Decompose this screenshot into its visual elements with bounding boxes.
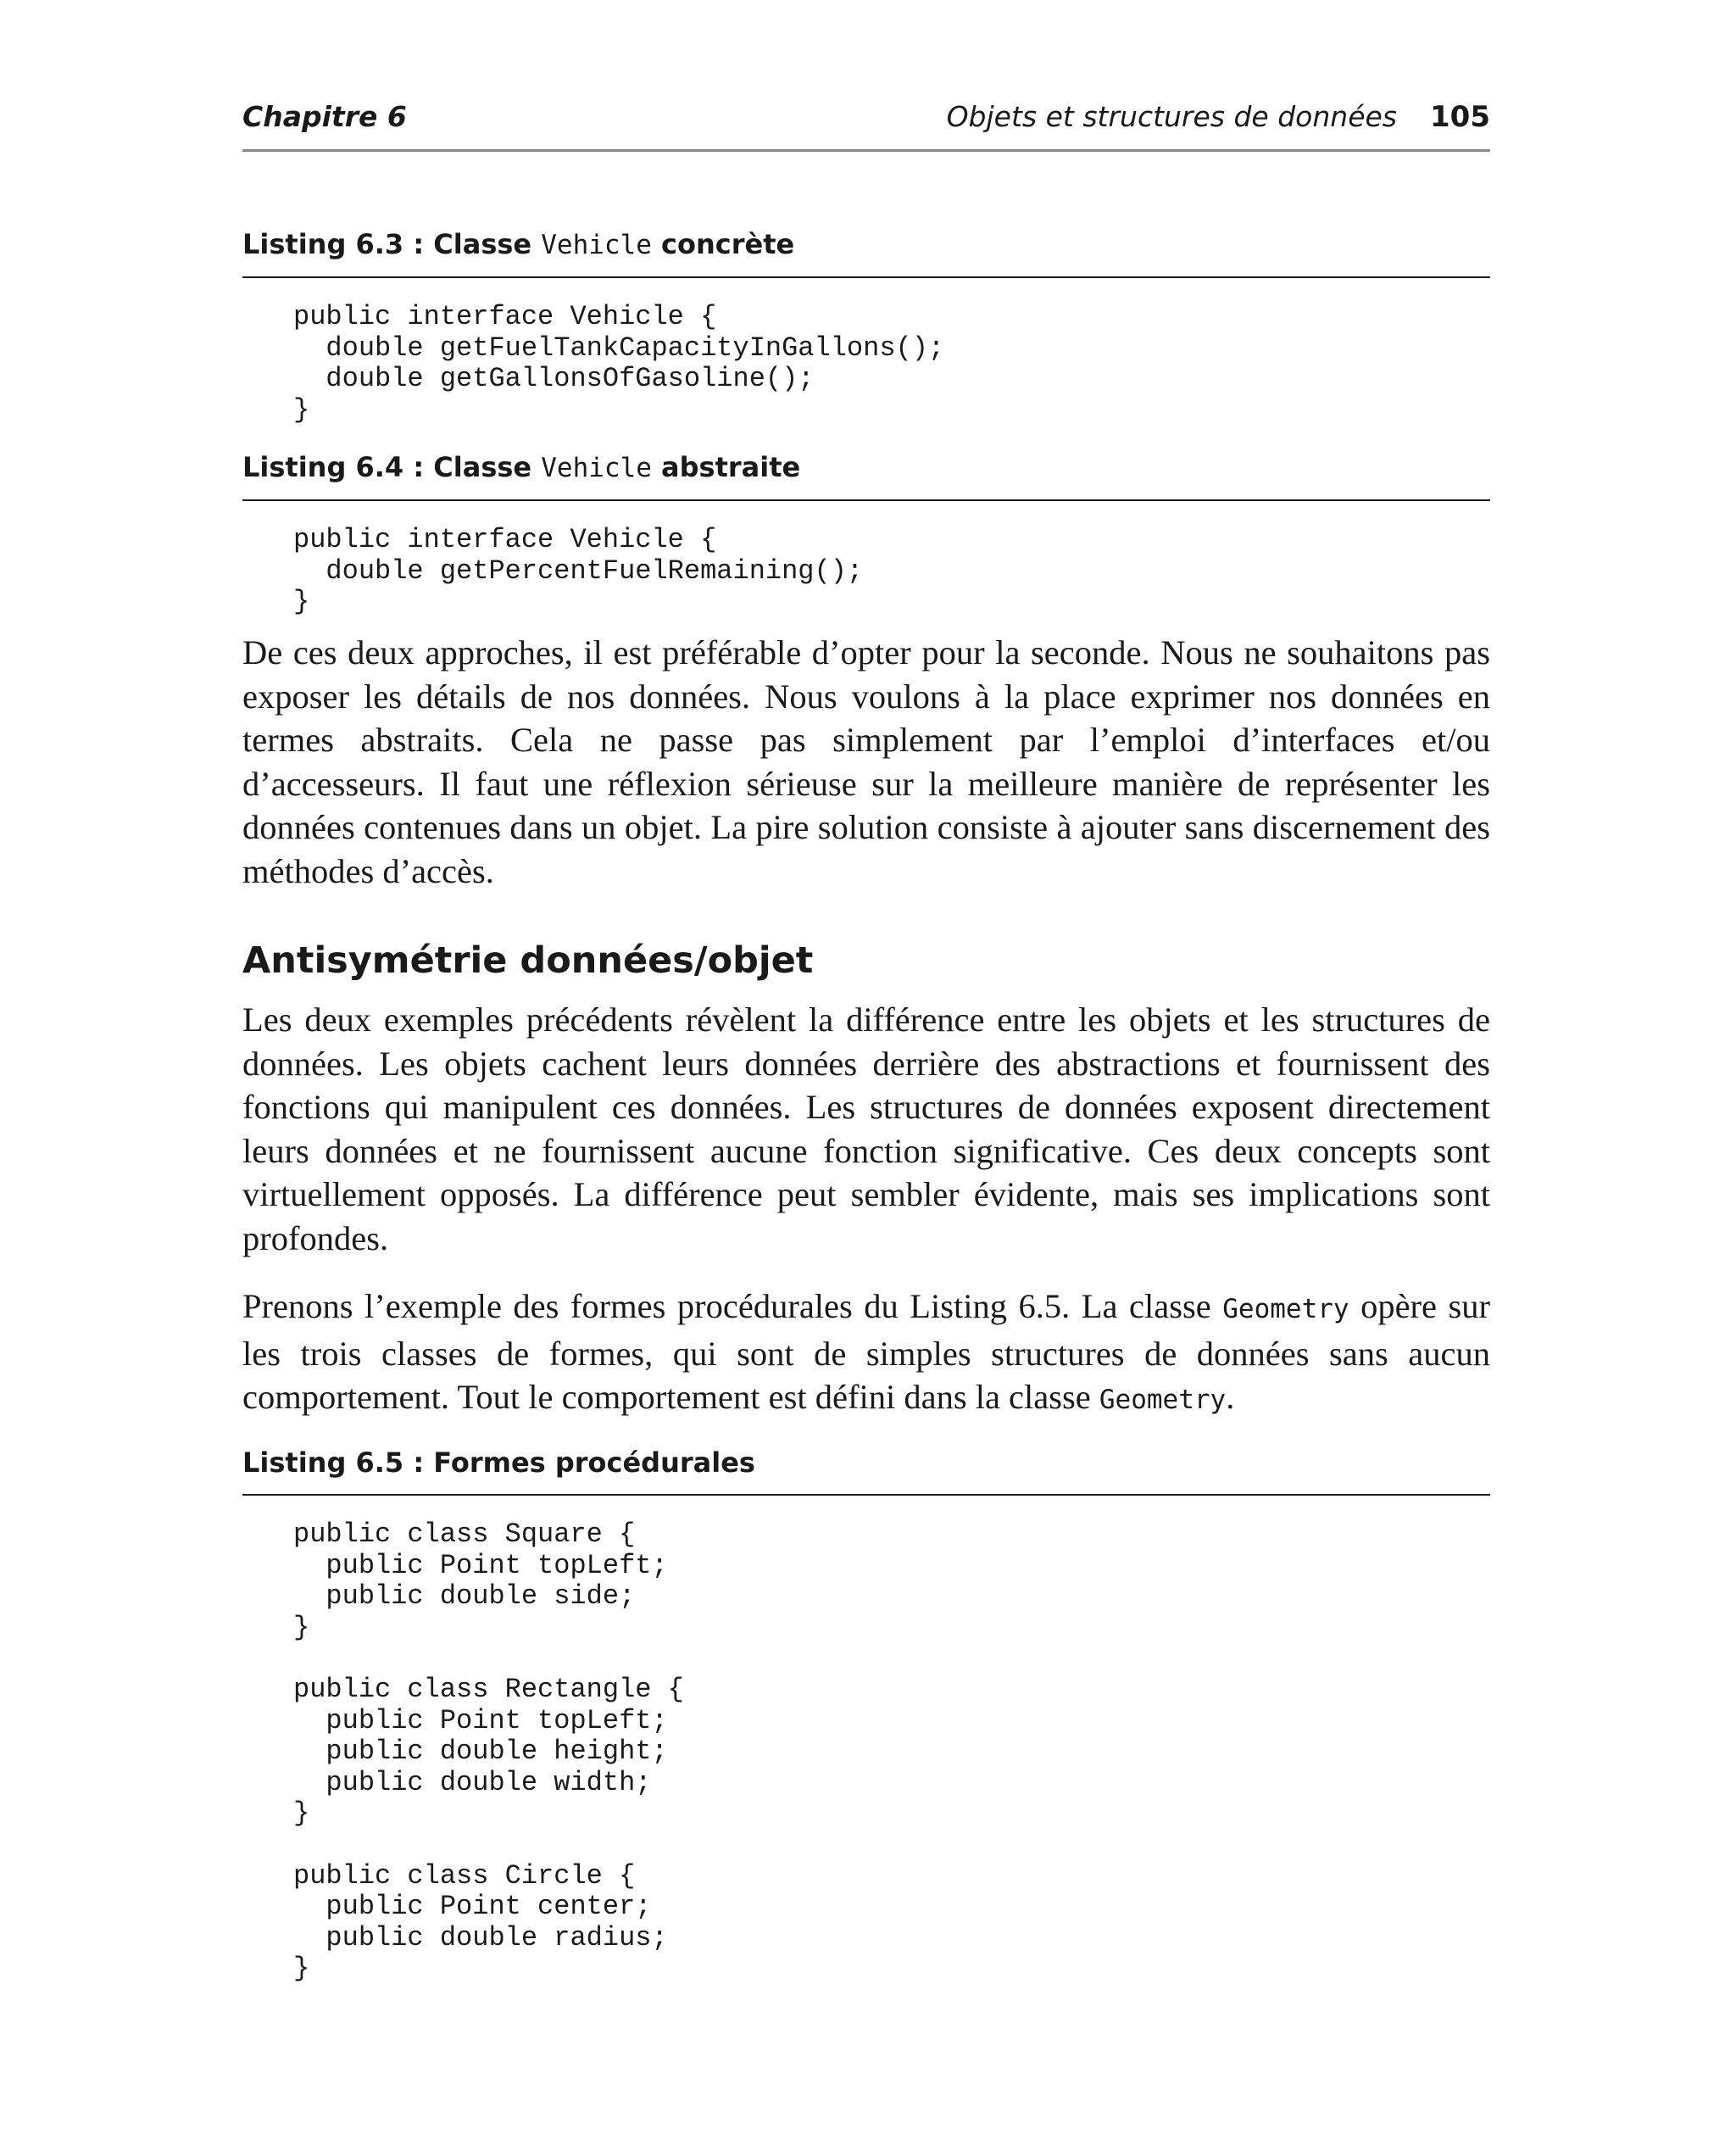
body-paragraph: Les deux exemples précédents révèlent la différence entre les objets et les structures de données. Les objets cachent leurs données derrière des abstractions et fournissent des fonctions qui manipulent ces données. Les structures de données exposent directement leurs données et ne fournissent aucune fonction significative. Ces deux concepts sont virtuellement opposés. La différence peut sembler évidente, mais ses implications sont profondes. xyxy=(242,1000,1490,1257)
inline-code: Geometry xyxy=(1099,1385,1227,1415)
listing-caption-6-3 xyxy=(242,227,1490,262)
body-paragraph: De ces deux approches, il est préférable d’opter pour la seconde. Nous ne souhaitons pas exposer les détails de nos données. Nous voulons à la place exprimer nos données en termes abstraits. Cela ne passe pas simplement par l’emploi d’interfaces et/ou d’accesseurs. Il faut une réflexion sérieuse sur la meilleure manière de représenter les données contenues dans un objet. La pire solution consiste à ajouter sans discernement des méthodes d’accès. xyxy=(242,633,1490,890)
listing-caption-code: Vehicle xyxy=(541,453,652,483)
code-block-6-3: public interface Vehicle { double getFuelTankCapacityInGallons(); double getGallonsOfGasoline(); } xyxy=(293,301,945,426)
listing-caption-suffix: concrète xyxy=(661,228,795,260)
listing-rule xyxy=(242,276,1490,278)
listing-caption-prefix: Listing 6.5 : Formes procédurales xyxy=(242,1446,755,1479)
listing-caption-6-5 xyxy=(242,1446,1490,1480)
paragraph-text: Prenons l’exemple des formes procédurales du Listing 6.5. La classe xyxy=(242,1287,1211,1325)
listing-caption-suffix: abstraite xyxy=(661,451,801,483)
section-title: Objets et structures de données xyxy=(946,100,1397,133)
listing-rule xyxy=(242,499,1490,501)
listing-rule xyxy=(242,1494,1490,1496)
page-number: 105 xyxy=(1430,100,1490,134)
paragraph-text: . xyxy=(1226,1378,1235,1416)
code-block-6-5: public class Square { public Point topLeft; public double side; } public class Rectangle { public Point topLeft; public double height; public double width; } public class Circle { public Point center; public double radius; } xyxy=(293,1519,684,1985)
listing-caption-code: Vehicle xyxy=(541,230,652,260)
code-block-6-4: public interface Vehicle { double getPercentFuelRemaining(); } xyxy=(293,524,864,618)
section-heading: Antisymétrie données/objet xyxy=(242,939,814,982)
paragraph-text: opère sur les trois classes de formes, qui sont de simples structures de données sans aucun comportement. Tout le comportement est défini dans la classe xyxy=(242,1287,1491,1416)
running-header xyxy=(242,100,1490,137)
chapter-label: Chapitre 6 xyxy=(242,100,407,133)
listing-caption-prefix: Listing 6.4 : Classe xyxy=(242,451,532,483)
listing-caption-6-4 xyxy=(242,450,1490,485)
listing-caption-prefix: Listing 6.3 : Classe xyxy=(242,228,532,260)
inline-code: Geometry xyxy=(1222,1294,1349,1324)
header-rule xyxy=(242,149,1490,152)
body-paragraph xyxy=(242,1285,1490,1423)
